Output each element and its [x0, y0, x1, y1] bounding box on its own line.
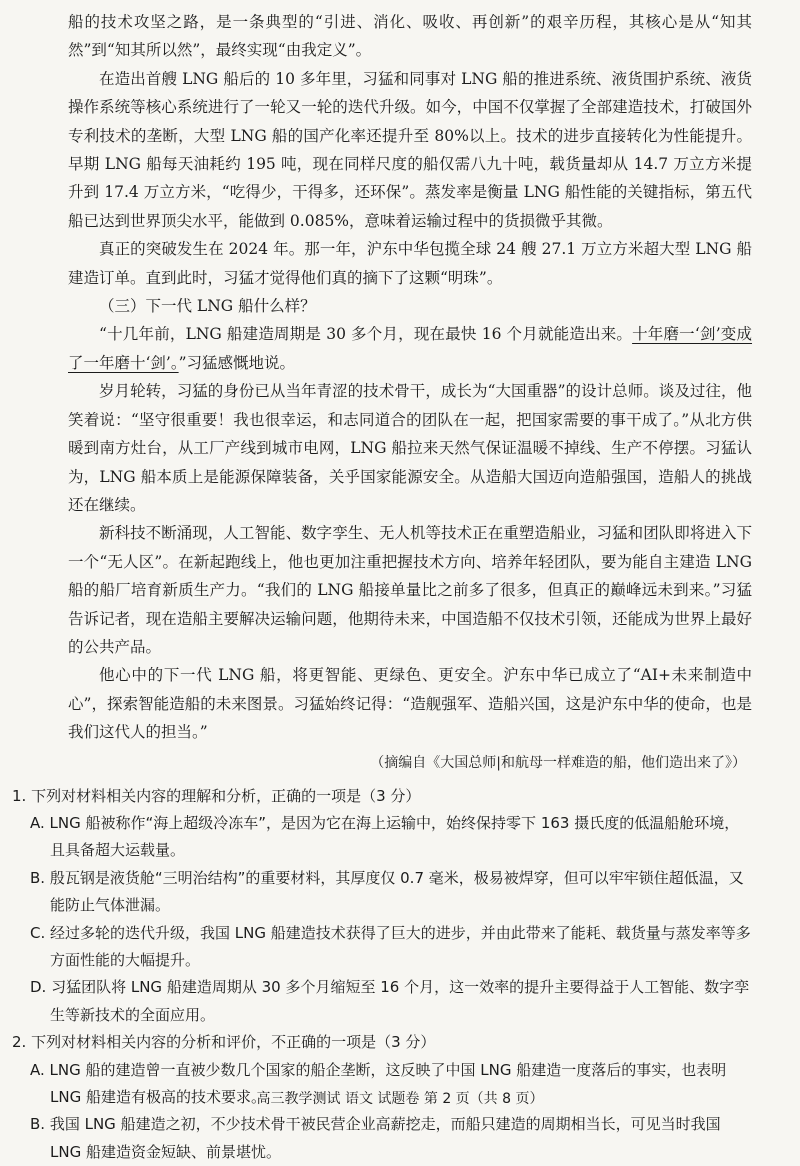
passage-paragraph-5: 岁月轮转，习猛的身份已从当年青涩的技术骨干，成长为“大国重器”的设计总师。谈及过往，他笑着说：“坚守很重要！我也很幸运，和志同道合的团队在一起，把国家需要的事干成了。”从北方供暖到南方灶台，从工厂产线到城市电网，LNG 船拉来天然气保证温暖不掉线、生产不停摆。习猛认为，LNG 船本质上是能源保障装备，关乎国家能源安全。从造船大国迈向造船强国，造船人的挑战还在继续。	[68, 382, 752, 514]
question-1	[12, 783, 752, 1030]
question-2-option-b: B. 我国 LNG 船建造之初，不少技术骨干被民营企业高薪挖走，而船只建造的周期相当长，可见当时我国 LNG 船建造资金短缺、前景堪忧。	[30, 1115, 721, 1161]
page-footer: 高三教学测试 语文 试题卷 第 2 页（共 8 页）	[256, 1091, 544, 1107]
question-1-title: 1. 下列对材料相关内容的理解和分析，正确的一项是（3 分）	[12, 786, 421, 805]
passage-paragraph-4	[68, 320, 752, 377]
quote-text: “十几年前，LNG 船建造周期是 30 多个月，现在最快 16 个月就能造出来。	[99, 325, 633, 344]
question-1-option-b: B. 殷瓦钢是液货舱“三明治结构”的重要材料，其厚度仅 0.7 毫米，极易被焊穿，但可以牢牢锁住超低温，又能防止气体泄漏。	[30, 868, 744, 915]
passage-paragraph-3: 真正的突破发生在 2024 年。那一年，沪东中华包揽全球 24 艘 27.1 万立方米超大型 LNG 船建造订单。直到此时，习猛才觉得他们真的摘下了这颗“明珠”。	[68, 240, 752, 287]
question-1-option-c: C. 经过多轮的迭代升级，我国 LNG 船建造技术获得了巨大的进步，并由此带来了能耗、载货量与蒸发率等多方面性能的大幅提升。	[30, 923, 751, 969]
source-citation: （摘编自《大国总师|和航母一样难造的船，他们造出来了》）	[370, 754, 746, 771]
underlined-sentence: 十年磨一‘剑’变成了一年磨十‘剑’。	[68, 325, 753, 372]
passage-paragraph-7: 他心中的下一代 LNG 船，将更智能、更绿色、更安全。沪东中华已成立了“AI+未来制造中心”，探索智能造船的未来图景。习猛始终记得：“造舰强军、造船兴国，这是沪东中华的使命，也是我们这代人的担当。”	[68, 666, 752, 742]
passage-paragraph-6: 新科技不断涌现，人工智能、数字孪生、无人机等技术正在重塑造船业，习猛和团队即将进入下一个“无人区”。在新起跑线上，他也更加注重把握技术方向、培养年轻团队，要为能自主建造 LNG 船的船厂培育新质生产力。“我们的 LNG 船接单量比之前多了很多，但真正的巅峰远未到来。”习猛告诉记者，现在造船主要解决运输问题，他期待未来，中国造船不仅技术引领，还能成为世界上最好的公共产品。	[68, 524, 752, 656]
question-1-option-d: D. 习猛团队将 LNG 船建造周期从 30 多个月缩短至 16 个月，这一效率的提升主要得益于人工智能、数字孪生等新技术的全面应用。	[30, 978, 750, 1024]
question-2-option-a: A. LNG 船的建造曾一直被少数几个国家的船企垄断，这反映了中国 LNG 船建造一度落后的事实，也表明 LNG 船建造有极高的技术要求。	[30, 1060, 727, 1107]
question-1-option-a: A. LNG 船被称作“海上超级冷冻车”，是因为它在海上运输中，始终保持零下 163 摄氏度的低温船舱环境，且具备超大运载量。	[30, 813, 740, 860]
passage-paragraph-1: 船的技术攻坚之路，是一条典型的“引进、消化、吸收、再创新”的艰辛历程，其核心是从“知其然”到“知其所以然”，最终实现“由我定义”。	[68, 13, 752, 60]
section-heading: （三）下一代 LNG 船什么样？	[99, 297, 316, 316]
question-2-title: 2. 下列对材料相关内容的分析和评价，不正确的一项是（3 分）	[12, 1033, 436, 1052]
passage-paragraph-2: 在造出首艘 LNG 船后的 10 多年里，习猛和同事对 LNG 船的推进系统、液货围护系统、液货操作系统等核心系统进行了一轮又一轮的迭代升级。如今，中国不仅掌握了全部建造技术，打破国外专利技术的垄断，大型 LNG 船的国产化率还提升至 80%以上。技术的进步直接转化为性能提升。早期 LNG 船每天油耗约 195 吨，现在同样尺度的船仅需八九十吨，载货量却从 14.7 万立方米提升到 17.4 万立方米，“吃得少，干得多，还环保”。蒸发率是衡量 LNG 船性能的关键指标，第五代船已达到世界顶尖水平，能做到 0.085%，意味着运输过程中的货损微乎其微。	[68, 69, 752, 230]
quote-attribution: ”习猛感慨地说。	[178, 353, 296, 372]
